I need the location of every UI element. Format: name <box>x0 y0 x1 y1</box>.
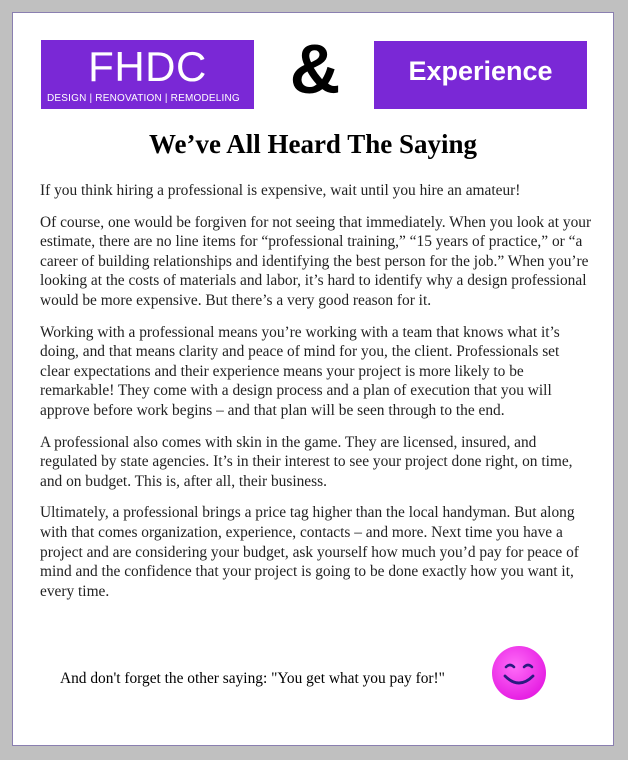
article-body <box>40 181 592 613</box>
flyer-page <box>12 12 614 746</box>
experience-label: Experience <box>408 56 553 86</box>
ampersand: & <box>289 30 341 108</box>
paragraph: A professional also comes with skin in the game. They are licensed, insured, and regulated by state agencies. It’s in their interest to see your project done right, on time, and on budget. This is, after all, their business. <box>40 433 573 490</box>
paragraph: Working with a professional means you’re working with a team that knows what it’s doing, and that means clarity and peace of mind for you, the client. Professionals set clear expectations and their experience means your project is more likely to be remarkable! They come with a design process and a plan of execution that you will approve before work begins – and that plan will be seen through to the end. <box>40 323 560 419</box>
closing-line: And don't forget the other saying: "You get what you pay for!" <box>60 670 445 687</box>
logo-tagline: DESIGN | RENOVATION | REMODELING <box>47 93 240 104</box>
logo-text: FHDC <box>88 43 207 90</box>
paragraph: Of course, one would be forgiven for not seeing that immediately. When you look at your estimate, there are no line items for “professional training,” “15 years of practice,” or “a career of building relationships and identifying the best person for the job.” When you’re looking at the costs of materials and labor, it’s hard to identify why a design professional would be more expensive. But there’s a very good reason for it. <box>40 213 592 309</box>
smiley-face-icon <box>491 645 547 701</box>
paragraph: Ultimately, a professional brings a price tag higher than the local handyman. But along with that comes organization, experience, contacts – and more. Next time you have a project and are considering your budget, ask yourself how much you’d pay for peace of mind and the confidence that your project is going to be done exactly how you want it, every time. <box>40 504 579 600</box>
paragraph: If you think hiring a professional is expensive, wait until you hire an amateur! <box>40 182 521 199</box>
experience-banner <box>374 41 587 109</box>
page-title: We’ve All Heard The Saying <box>148 129 478 159</box>
fhdc-logo <box>41 40 254 109</box>
